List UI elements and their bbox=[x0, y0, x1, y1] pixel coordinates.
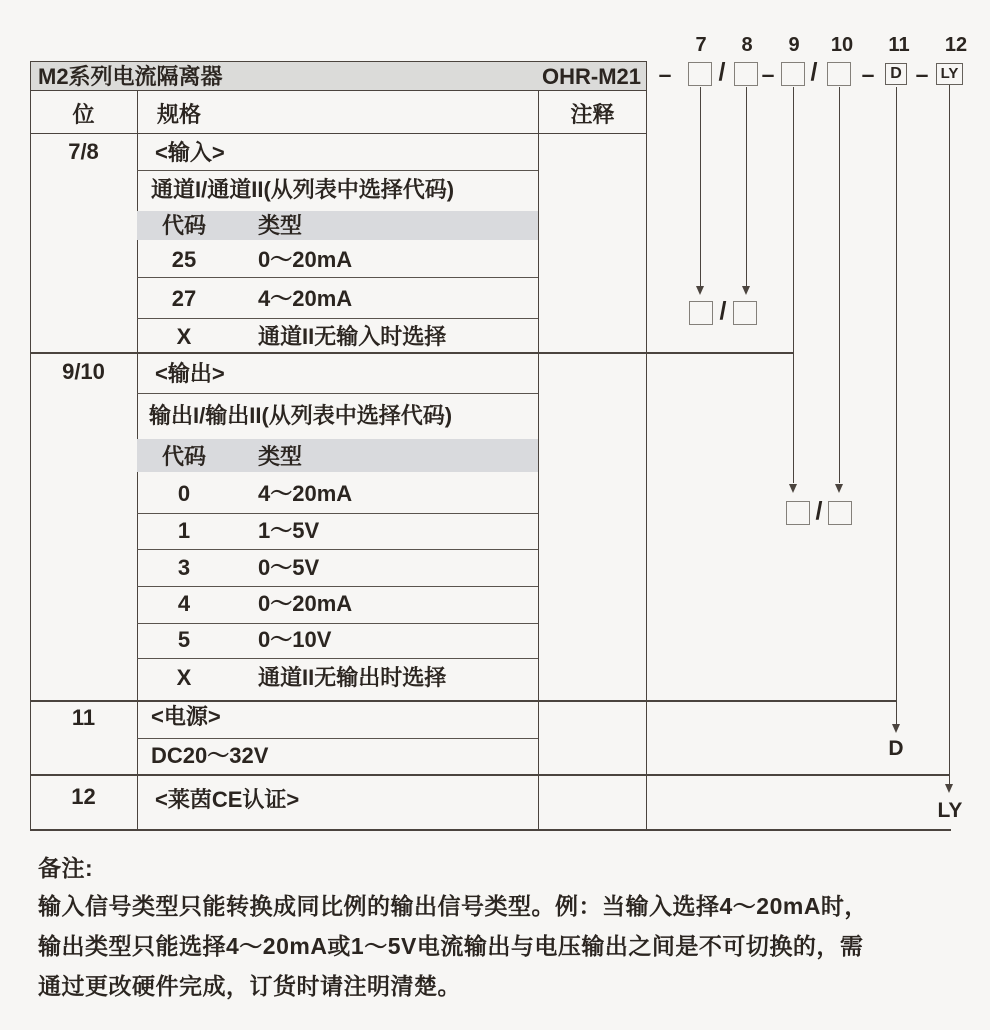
output-row-type: 0～5V bbox=[258, 555, 320, 580]
cert-heading: <莱茵CE认证> bbox=[155, 787, 300, 812]
header-spec: 规格 bbox=[157, 102, 202, 127]
output-row-code: 3 bbox=[177, 555, 191, 580]
arrowhead-12 bbox=[945, 784, 953, 793]
code-box-12-cert: LY bbox=[936, 63, 963, 85]
input-row-type: 4～20mA bbox=[258, 286, 353, 311]
input-heading: <输入> bbox=[155, 140, 225, 165]
output-row-type: 1～5V bbox=[258, 518, 320, 543]
row-line bbox=[137, 318, 538, 319]
notes-line-2: 输出类型只能选择4～20mA或1～5V电流输出与电压输出之间是不可切换的，需 bbox=[38, 933, 864, 959]
position-number-7: 7 bbox=[695, 34, 707, 56]
row-line bbox=[137, 277, 538, 278]
output-row-code: 4 bbox=[177, 591, 191, 616]
header-divider bbox=[30, 133, 647, 134]
table-bottom-border bbox=[30, 829, 951, 831]
input-row-type: 通道II无输入时选择 bbox=[258, 324, 447, 349]
power-code-label: D bbox=[888, 737, 904, 760]
notes-label: 备注: bbox=[38, 855, 94, 881]
row-line bbox=[137, 623, 538, 624]
arrowhead-8 bbox=[742, 286, 750, 295]
row-line bbox=[137, 549, 538, 550]
table-top-border bbox=[30, 61, 647, 62]
input-col-code: 代码 bbox=[161, 213, 206, 238]
output-col-type: 类型 bbox=[258, 444, 303, 469]
section-divider-power-cert bbox=[30, 774, 949, 776]
code-box-8 bbox=[734, 62, 758, 86]
output-heading: <输出> bbox=[155, 361, 225, 386]
model-number: OHR-M21 bbox=[541, 64, 641, 89]
product-title: M2系列电流隔离器 bbox=[38, 64, 223, 89]
section-divider-input-output bbox=[30, 352, 793, 354]
position-number-10: 10 bbox=[830, 34, 854, 56]
note-column-divider bbox=[538, 90, 539, 830]
header-pos: 位 bbox=[72, 102, 95, 127]
table-right-border bbox=[646, 61, 647, 830]
code-slash-2: / bbox=[810, 58, 818, 86]
power-value: DC20～32V bbox=[151, 743, 269, 768]
row-line bbox=[137, 393, 538, 394]
code-box-7 bbox=[688, 62, 712, 86]
input-row-code: 25 bbox=[171, 247, 197, 272]
notes-line-1: 输入信号类型只能转换成同比例的输出信号类型。例：当输入选择4～20mA时， bbox=[38, 893, 868, 919]
title-bar bbox=[30, 62, 647, 90]
code-slash-1: / bbox=[718, 58, 726, 86]
row-line bbox=[137, 170, 538, 171]
output-row-code: 5 bbox=[177, 627, 191, 652]
arrowhead-11 bbox=[892, 724, 900, 733]
pos-cell-12: 12 bbox=[71, 784, 96, 809]
section-divider-output-power bbox=[30, 700, 896, 702]
code-dash-3: – bbox=[861, 61, 875, 87]
code-dash-4: – bbox=[915, 61, 929, 87]
pos-cell-9-10: 9/10 bbox=[62, 359, 105, 384]
row-line bbox=[137, 658, 538, 659]
input-row-code: X bbox=[176, 324, 192, 349]
row-line bbox=[137, 738, 538, 739]
code-dash-2: – bbox=[761, 61, 775, 87]
input-channel1-box bbox=[689, 301, 713, 325]
title-divider bbox=[30, 90, 647, 91]
connector-line-9 bbox=[793, 87, 794, 483]
input-row-type: 0～20mA bbox=[258, 247, 353, 272]
connector-line-10 bbox=[839, 87, 840, 483]
row-line bbox=[137, 586, 538, 587]
arrowhead-9 bbox=[789, 484, 797, 493]
output-row-code: X bbox=[176, 665, 192, 690]
connector-line-8 bbox=[746, 87, 747, 286]
position-number-11: 11 bbox=[888, 34, 910, 56]
power-heading: <电源> bbox=[151, 704, 221, 729]
pos-cell-7-8: 7/8 bbox=[68, 139, 99, 164]
input-channel2-box bbox=[733, 301, 757, 325]
code-dash-1: – bbox=[658, 61, 672, 87]
output-row-code: 1 bbox=[177, 518, 191, 543]
header-note: 注释 bbox=[570, 102, 615, 127]
row-line bbox=[137, 513, 538, 514]
arrowhead-10 bbox=[835, 484, 843, 493]
position-number-9: 9 bbox=[788, 34, 800, 56]
output-channel2-box bbox=[828, 501, 852, 525]
cert-code-label: LY bbox=[937, 799, 963, 822]
output-pair-slash: / bbox=[815, 497, 823, 525]
pos-cell-11: 11 bbox=[71, 705, 96, 730]
code-box-11-power: D bbox=[885, 63, 907, 85]
output-row-type: 4～20mA bbox=[258, 481, 353, 506]
position-number-8: 8 bbox=[741, 34, 753, 56]
output-channel1-box bbox=[786, 501, 810, 525]
input-row-code: 27 bbox=[171, 286, 197, 311]
position-number-12: 12 bbox=[944, 34, 968, 56]
connector-line-11 bbox=[896, 87, 897, 724]
output-row-code: 0 bbox=[177, 481, 191, 506]
connector-line-12 bbox=[949, 85, 950, 784]
notes-line-3: 通过更改硬件完成，订货时请注明清楚。 bbox=[38, 973, 461, 999]
output-row-type: 通道II无输出时选择 bbox=[258, 665, 447, 690]
code-box-10 bbox=[827, 62, 851, 86]
connector-line-7 bbox=[700, 87, 701, 286]
output-row-type: 0～10V bbox=[258, 627, 332, 652]
input-pair-slash: / bbox=[719, 297, 727, 325]
code-box-9 bbox=[781, 62, 805, 86]
input-col-type: 类型 bbox=[258, 213, 303, 238]
input-subheading: 通道I/通道II(从列表中选择代码) bbox=[151, 177, 455, 202]
output-row-type: 0～20mA bbox=[258, 591, 353, 616]
arrowhead-7 bbox=[696, 286, 704, 295]
output-subheading: 输出I/输出II(从列表中选择代码) bbox=[149, 403, 453, 428]
output-col-code: 代码 bbox=[161, 444, 206, 469]
